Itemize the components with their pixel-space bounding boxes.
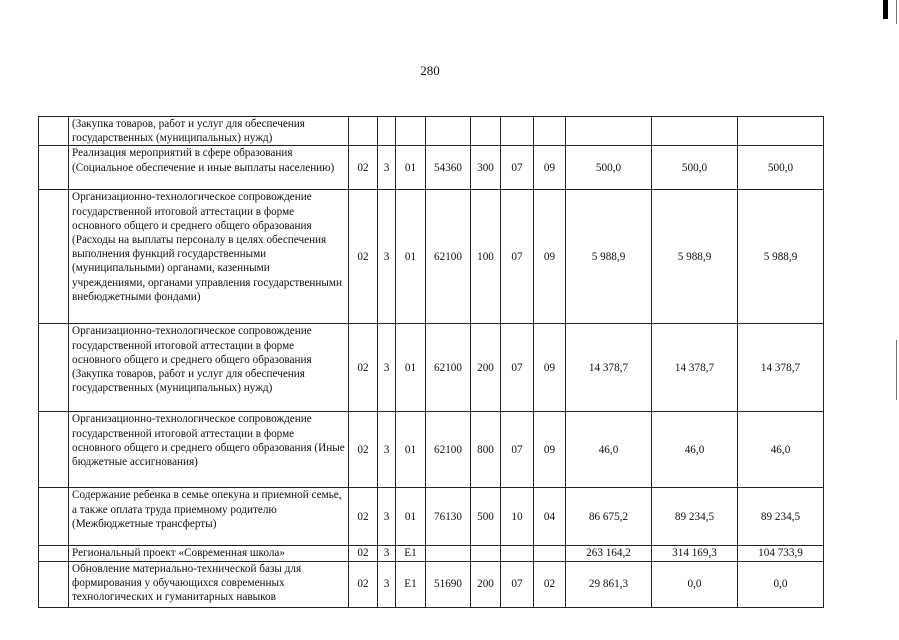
code-cell-c6 bbox=[501, 546, 534, 561]
scan-edge-line-bottom bbox=[896, 340, 897, 400]
code-cell-c6: 07 bbox=[501, 324, 534, 412]
amount-cell-v2: 500,0 bbox=[652, 146, 738, 190]
code-cell-c2: 3 bbox=[378, 488, 396, 546]
table-row bbox=[39, 190, 824, 324]
row-name-cell: Региональный проект «Современная школа» bbox=[69, 546, 349, 561]
table-row bbox=[39, 117, 824, 146]
row-name-cell: Содержание ребенка в семье опекуна и приемной семье, а также оплата труда приемному родителю (Межбюджетные трансферты) bbox=[69, 488, 349, 546]
row-margin-cell bbox=[39, 546, 69, 561]
table-row bbox=[39, 546, 824, 561]
row-margin-cell bbox=[39, 412, 69, 488]
amount-cell-v2: 0,0 bbox=[652, 561, 738, 607]
code-cell-c4: 62100 bbox=[426, 412, 471, 488]
scan-edge-line-top bbox=[896, 0, 897, 24]
row-margin-cell bbox=[39, 146, 69, 190]
row-name-cell: (Закупка товаров, работ и услуг для обеспечения государственных (муниципальных) нужд) bbox=[69, 117, 349, 146]
code-cell-c2: 3 bbox=[378, 146, 396, 190]
table-row bbox=[39, 488, 824, 546]
amount-cell-v1: 263 164,2 bbox=[566, 546, 652, 561]
code-cell-c4: 54360 bbox=[426, 146, 471, 190]
code-cell-c3: 01 bbox=[396, 324, 426, 412]
code-cell-c1 bbox=[349, 117, 378, 146]
row-name-cell: Организационно-технологическое сопровождение государственной итоговой аттестации в форме основного общего и среднего общего образования (Закупка товаров, работ и услуг для обеспечения государственных (муниципальных) нужд) bbox=[69, 324, 349, 412]
amount-cell-v1: 86 675,2 bbox=[566, 488, 652, 546]
code-cell-c5: 200 bbox=[471, 324, 501, 412]
code-cell-c2: 3 bbox=[378, 412, 396, 488]
code-cell-c5: 800 bbox=[471, 412, 501, 488]
code-cell-c1: 02 bbox=[349, 324, 378, 412]
code-cell-c3: 01 bbox=[396, 488, 426, 546]
amount-cell-v3: 0,0 bbox=[738, 561, 824, 607]
code-cell-c2: 3 bbox=[378, 561, 396, 607]
amount-cell-v1 bbox=[566, 117, 652, 146]
row-margin-cell bbox=[39, 190, 69, 324]
amount-cell-v2: 46,0 bbox=[652, 412, 738, 488]
amount-cell-v3: 14 378,7 bbox=[738, 324, 824, 412]
row-name-cell: Обновление материально-технической базы для формирования у обучающихся современных технологических и гуманитарных навыков bbox=[69, 561, 349, 607]
amount-cell-v2: 314 169,3 bbox=[652, 546, 738, 561]
code-cell-c2: 3 bbox=[378, 190, 396, 324]
code-cell-c6 bbox=[501, 117, 534, 146]
code-cell-c4 bbox=[426, 117, 471, 146]
amount-cell-v1: 5 988,9 bbox=[566, 190, 652, 324]
code-cell-c4 bbox=[426, 546, 471, 561]
code-cell-c3 bbox=[396, 117, 426, 146]
code-cell-c4: 51690 bbox=[426, 561, 471, 607]
amount-cell-v2 bbox=[652, 117, 738, 146]
code-cell-c3: 01 bbox=[396, 146, 426, 190]
code-cell-c5: 200 bbox=[471, 561, 501, 607]
code-cell-c3: 01 bbox=[396, 190, 426, 324]
code-cell-c5 bbox=[471, 117, 501, 146]
code-cell-c4: 62100 bbox=[426, 190, 471, 324]
row-name-cell: Организационно-технологическое сопровождение государственной итоговой аттестации в форме основного общего и среднего общего образования (Расходы на выплаты персоналу в целях обеспечения выполнения функций государственными (муниципальными) органами, казенными учреждениями, органами управления государственными внебюджетными фондами) bbox=[69, 190, 349, 324]
table-row bbox=[39, 146, 824, 190]
code-cell-c5 bbox=[471, 546, 501, 561]
code-cell-c2: 3 bbox=[378, 546, 396, 561]
table-row bbox=[39, 561, 824, 607]
table-row bbox=[39, 412, 824, 488]
row-margin-cell bbox=[39, 324, 69, 412]
code-cell-c3: 01 bbox=[396, 412, 426, 488]
table-row bbox=[39, 324, 824, 412]
amount-cell-v3 bbox=[738, 117, 824, 146]
code-cell-c1: 02 bbox=[349, 546, 378, 561]
code-cell-c5: 100 bbox=[471, 190, 501, 324]
budget-table bbox=[38, 116, 824, 608]
code-cell-c7: 02 bbox=[534, 561, 566, 607]
code-cell-c5: 300 bbox=[471, 146, 501, 190]
scan-edge-mark bbox=[883, 0, 888, 19]
row-margin-cell bbox=[39, 561, 69, 607]
amount-cell-v3: 104 733,9 bbox=[738, 546, 824, 561]
code-cell-c7: 09 bbox=[534, 146, 566, 190]
code-cell-c6: 07 bbox=[501, 190, 534, 324]
amount-cell-v3: 5 988,9 bbox=[738, 190, 824, 324]
code-cell-c1: 02 bbox=[349, 561, 378, 607]
amount-cell-v3: 500,0 bbox=[738, 146, 824, 190]
code-cell-c1: 02 bbox=[349, 190, 378, 324]
code-cell-c7: 09 bbox=[534, 190, 566, 324]
row-name-cell: Реализация мероприятий в сфере образования (Социальное обеспечение и иные выплаты населению) bbox=[69, 146, 349, 190]
code-cell-c4: 62100 bbox=[426, 324, 471, 412]
code-cell-c3: E1 bbox=[396, 546, 426, 561]
code-cell-c6: 07 bbox=[501, 412, 534, 488]
row-name-cell: Организационно-технологическое сопровождение государственной итоговой аттестации в форме основного общего и среднего общего образования (Иные бюджетные ассигнования) bbox=[69, 412, 349, 488]
code-cell-c7: 09 bbox=[534, 324, 566, 412]
code-cell-c6: 10 bbox=[501, 488, 534, 546]
code-cell-c2: 3 bbox=[378, 324, 396, 412]
code-cell-c5: 500 bbox=[471, 488, 501, 546]
amount-cell-v2: 14 378,7 bbox=[652, 324, 738, 412]
code-cell-c7 bbox=[534, 117, 566, 146]
amount-cell-v1: 500,0 bbox=[566, 146, 652, 190]
code-cell-c3: E1 bbox=[396, 561, 426, 607]
code-cell-c7: 04 bbox=[534, 488, 566, 546]
amount-cell-v2: 89 234,5 bbox=[652, 488, 738, 546]
page-number: 280 bbox=[420, 63, 440, 78]
amount-cell-v3: 89 234,5 bbox=[738, 488, 824, 546]
code-cell-c1: 02 bbox=[349, 146, 378, 190]
code-cell-c2 bbox=[378, 117, 396, 146]
amount-cell-v1: 14 378,7 bbox=[566, 324, 652, 412]
code-cell-c7: 09 bbox=[534, 412, 566, 488]
amount-cell-v3: 46,0 bbox=[738, 412, 824, 488]
row-margin-cell bbox=[39, 488, 69, 546]
code-cell-c1: 02 bbox=[349, 488, 378, 546]
code-cell-c4: 76130 bbox=[426, 488, 471, 546]
code-cell-c1: 02 bbox=[349, 412, 378, 488]
amount-cell-v1: 29 861,3 bbox=[566, 561, 652, 607]
code-cell-c6: 07 bbox=[501, 146, 534, 190]
row-margin-cell bbox=[39, 117, 69, 146]
amount-cell-v1: 46,0 bbox=[566, 412, 652, 488]
code-cell-c6: 07 bbox=[501, 561, 534, 607]
amount-cell-v2: 5 988,9 bbox=[652, 190, 738, 324]
code-cell-c7 bbox=[534, 546, 566, 561]
